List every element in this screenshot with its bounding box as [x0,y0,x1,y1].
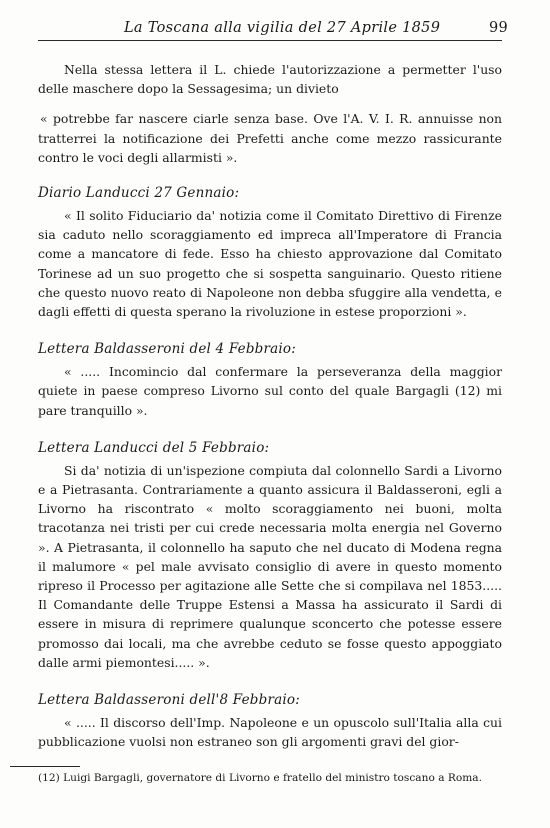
intro-paragraph: Nella stessa lettera il L. chiede l'autorizzazione a permetter l'uso delle maschere dopo la Sessagesima; un divieto [38,62,502,97]
quote-diario-landucci: « Il solito Fiduciario da' notizia come il Comitato Direttivo di Firenze sia caduto nello scoraggiamento ed impreca all'Imperatore di Francia come a mancatore di fede. Esso ha chiesto approvazione dal Comitato Torinese ad un suo progetto che si sospetta sanguinario. Questo ritiene che questo nuovo reato di Napoleone non debba sfuggire alla vendetta, e dagli effetti di questa sperano la rivoluzione in estese proporzioni ». [38,208,502,320]
running-header [38,18,508,41]
footnote-divider [10,766,80,767]
quote-baldasseroni-4-feb: « ..... Incomincio dal confermare la perseveranza della maggior quiete in paese compreso Livorno sul conto del quale Bargagli (12) mi pare tranquillo ». [38,364,502,418]
section-heading-baldasseroni-4-feb: Lettera Baldasseroni del 4 Febbraio: [38,341,297,358]
section-heading-baldasseroni-8-feb: Lettera Baldasseroni dell'8 Febbraio: [38,692,300,709]
running-title: La Toscana alla vigilia del 27 Aprile 1859 [124,20,441,36]
section-heading-diario-landucci: Diario Landucci 27 Gennaio: [38,185,240,202]
quote-baldasseroni-8-feb: « ..... Il discorso dell'Imp. Napoleone e un opuscolo sull'Italia alla cui pubblicazione vuolsi non estraneo son gli argomenti gravi del gior- [38,715,502,750]
page-number: 99 [488,20,508,36]
section-heading-landucci-5-feb: Lettera Landucci del 5 Febbraio: [38,439,270,456]
footnote-12: (12) Luigi Bargagli, governatore di Livorno e fratello del ministro toscano a Roma. [38,772,482,784]
page [38,18,508,751]
intro-quote: « potrebbe far nascere ciarle senza base. Ove l'A. V. I. R. annuisse non tratterrei la notificazione dei Prefetti anche come mezzo rassicurante contro le voci degli allarmisti ». [38,111,502,165]
paragraph-landucci-5-feb: Si da' notizia di un'ispezione compiuta dal colonnello Sardi a Livorno e a Pietrasanta. Contrariamente a quanto assicura il Baldasseroni, egli a Livorno ha riscontrato « molto scoraggiamento nei buoni, molta tracotanza nei tristi per cui crede necessaria molta energia nel Governo ». A Pietrasanta, il colonnello ha saputo che nel ducato di Modena regna il malumore « pel male avvisato consiglio di avere in questo momento ripreso il Processo per agitazione alle Sette che si compilava nel 1853..... Il Comandante delle Truppe Estensi a Massa ha assicurato il Sardi di essere in misura di reprimere qualunque sconcerto che potesse essere promosso dai locali, ma che avrebbe ceduto se fosse questo appoggiato dalle armi piemontesi..... ». [38,462,502,670]
